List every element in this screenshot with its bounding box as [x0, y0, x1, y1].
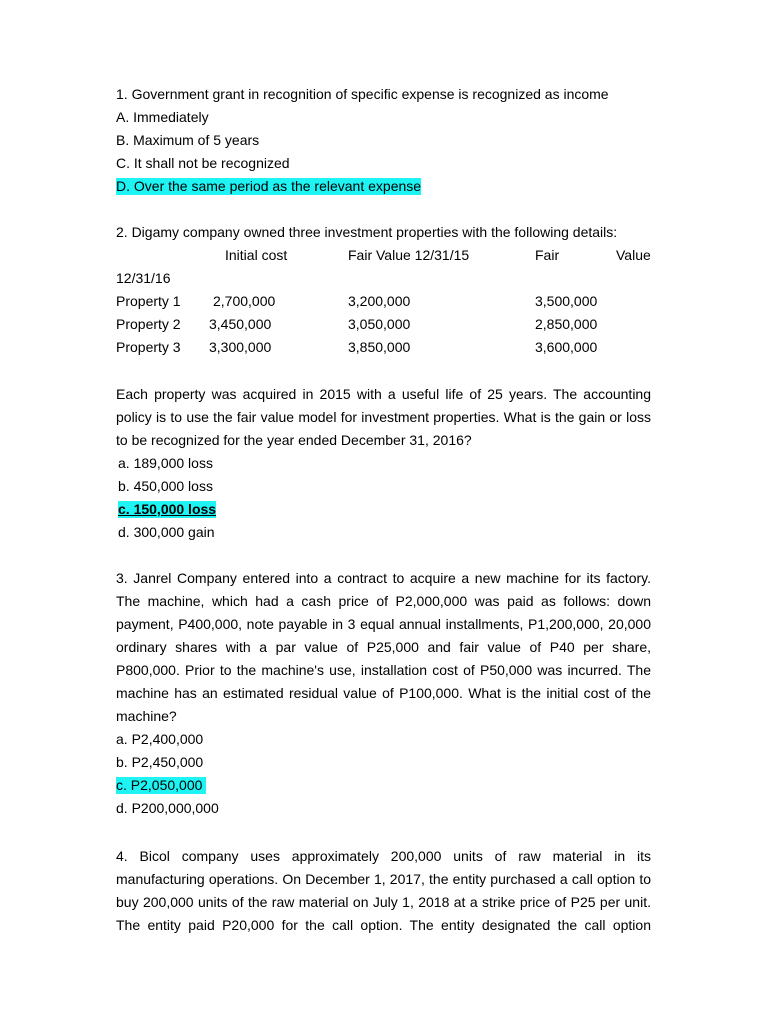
q2-row-1-initial-cost: 2,700,000 — [213, 293, 276, 309]
q2-header-initial-cost: Initial cost — [225, 247, 288, 263]
q2-row-1-name: Property 1 — [116, 293, 181, 309]
q1-option-a: A. Immediately — [116, 109, 209, 125]
q2-option-a: a. 189,000 loss — [118, 455, 213, 471]
q4-paragraph: 4. Bicol company uses approximately 200,000 units of raw material in its manufacturing operations. On December 1, 2017, the entity purchased a call option to buy 200,000 units of the raw material on July 1, 2018 at a strike price of P25 per unit. The entity paid P20,000 for the call option. The entity designated the call option — [116, 848, 651, 933]
q2-header-fair-value-15: Fair Value 12/31/15 — [348, 247, 470, 263]
q1-question: 1. Government grant in recognition of specific expense is recognized as income — [116, 86, 609, 102]
q2-header-value: Value — [616, 247, 651, 263]
q2-option-c-answer: c. 150,000 loss — [118, 501, 217, 517]
q2-row-3-name: Property 3 — [116, 339, 181, 355]
q2-row-1-fv16: 3,500,000 — [535, 293, 598, 309]
q3-option-c-answer: c. P2,050,000 — [116, 777, 206, 794]
q2-row-3-initial-cost: 3,300,000 — [209, 339, 272, 355]
q2-row-1-fv15: 3,200,000 — [348, 293, 411, 309]
q2-row-3-fv16: 3,600,000 — [535, 339, 598, 355]
q2-row-3-fv15: 3,850,000 — [348, 339, 411, 355]
q2-row-2-initial-cost: 3,450,000 — [209, 316, 272, 332]
q2-row-2-fv15: 3,050,000 — [348, 316, 411, 332]
q2-header-date-16: 12/31/16 — [116, 270, 171, 286]
q2-row-2-fv16: 2,850,000 — [535, 316, 598, 332]
q2-paragraph: Each property was acquired in 2015 with a useful life of 25 years. The accounting policy is to use the fair value model for investment properties. What is the gain or loss to be recognized for the year ended December 31, 2016? — [116, 386, 651, 448]
q2-option-d: d. 300,000 gain — [118, 524, 215, 540]
q1-option-c: C. It shall not be recognized — [116, 155, 290, 171]
q3-option-d: d. P200,000,000 — [116, 800, 219, 816]
q2-option-b: b. 450,000 loss — [118, 478, 213, 494]
q1-option-d-answer: D. Over the same period as the relevant expense — [116, 178, 422, 194]
q3-option-a: a. P2,400,000 — [116, 731, 204, 747]
q2-row-2-name: Property 2 — [116, 316, 181, 332]
q3-paragraph: 3. Janrel Company entered into a contract to acquire a new machine for its factory. The machine, which had a cash price of P2,000,000 was paid as follows: down payment, P400,000, note payable in 3 equal annual installments, P1,200,000, 20,000 ordinary shares with a par value of P25,000 and fair value of P40 per share, P800,000. Prior to the machine's use, installation cost of P50,000 was incurred. The machine has an estimated residual value of P100,000. What is the initial cost of the machine? — [116, 570, 651, 724]
q1-option-b: B. Maximum of 5 years — [116, 132, 260, 148]
q2-header-fair: Fair — [535, 247, 560, 263]
q2-intro: 2. Digamy company owned three investment properties with the following details: — [116, 224, 618, 240]
q3-option-b: b. P2,450,000 — [116, 754, 204, 770]
